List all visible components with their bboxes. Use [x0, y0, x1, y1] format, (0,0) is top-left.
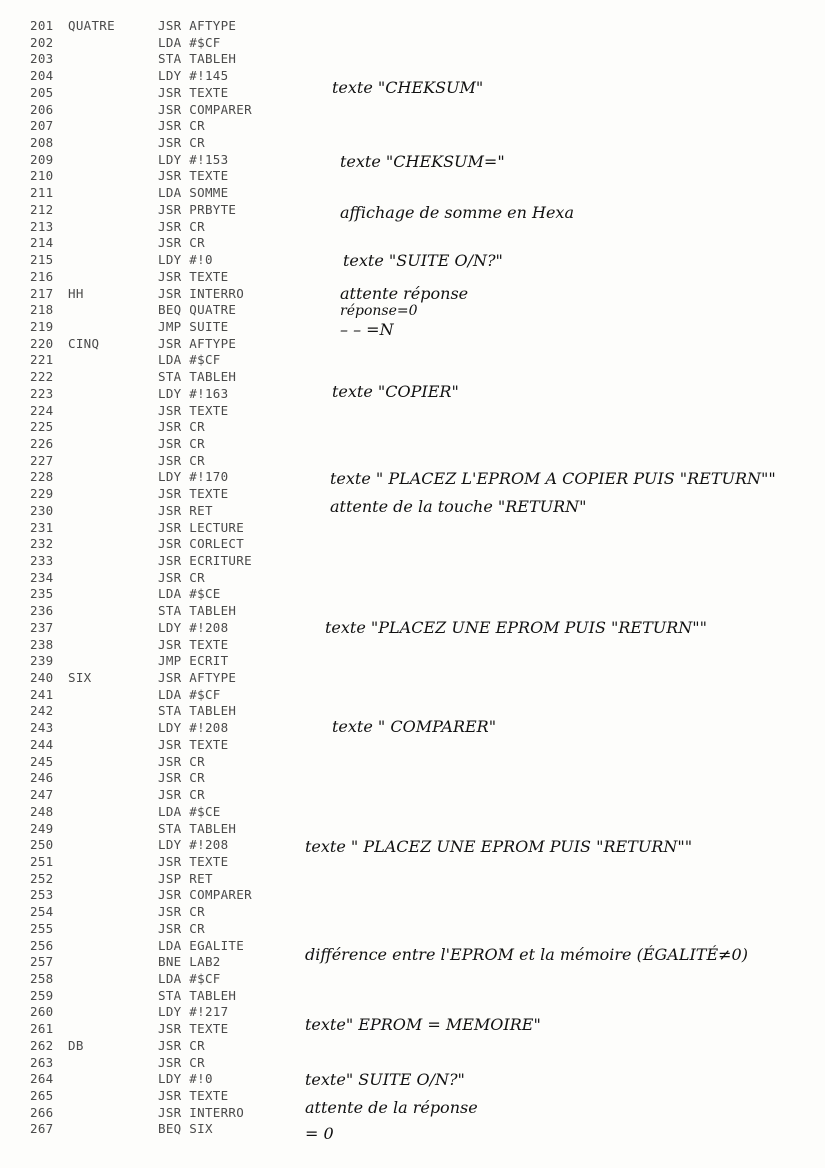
line-number: 245: [30, 753, 54, 769]
line-number: 202: [30, 34, 54, 50]
annotation-place-eprom-2: texte " PLACEZ UNE EPROM PUIS "RETURN"": [305, 837, 693, 856]
line-instruction: JSR CR: [158, 1054, 205, 1070]
line-instruction: LDA #$CF: [158, 970, 221, 986]
line-number: 225: [30, 419, 54, 435]
line-instruction: STA TABLEH: [158, 603, 237, 619]
line-instruction: JSR CR: [158, 904, 205, 920]
line-instruction: LDA SOMME: [158, 185, 229, 201]
line-number: 217: [30, 285, 54, 301]
line-number: 251: [30, 853, 54, 869]
line-instruction: JSR COMPARER: [158, 101, 252, 117]
line-instruction: JSR TEXTE: [158, 402, 229, 418]
line-instruction: LDY #!217: [158, 1004, 229, 1020]
line-number: 236: [30, 603, 54, 619]
line-instruction: LDY #!145: [158, 68, 229, 84]
line-instruction: STA TABLEH: [158, 703, 237, 719]
line-number: 205: [30, 84, 54, 100]
line-number: 233: [30, 553, 54, 568]
line-instruction: JSR TEXTE: [158, 486, 229, 502]
line-instruction: LDY #!153: [158, 151, 229, 167]
line-number: 250: [30, 837, 54, 853]
line-number: 214: [30, 235, 54, 251]
line-instruction: JSR CR: [158, 218, 205, 234]
line-number: 244: [30, 736, 54, 752]
line-instruction: STA TABLEH: [158, 820, 237, 836]
line-number: 211: [30, 185, 54, 201]
line-instruction: JSR TEXTE: [158, 84, 229, 100]
line-instruction: BEQ SIX: [158, 1121, 213, 1137]
line-number: 248: [30, 803, 54, 819]
line-number: 256: [30, 937, 54, 953]
line-instruction: JSR CR: [158, 1037, 205, 1053]
line-instruction: STA TABLEH: [158, 987, 237, 1003]
line-number: 263: [30, 1054, 54, 1070]
line-instruction: JSR PRBYTE: [158, 201, 237, 217]
line-instruction: JSR AFTYPE: [158, 670, 237, 686]
line-number: 238: [30, 636, 54, 652]
line-number: 237: [30, 619, 54, 635]
line-instruction: LDY #!170: [158, 469, 229, 485]
line-number: 239: [30, 653, 54, 669]
line-number: 261: [30, 1021, 54, 1037]
annotation-wait-return: attente de la touche "RETURN": [330, 497, 587, 516]
line-label: QUATRE: [68, 18, 115, 33]
line-instruction: JSR CR: [158, 569, 205, 585]
line-label: CINQ: [68, 335, 100, 351]
line-number: 206: [30, 101, 54, 117]
line-number: 246: [30, 770, 54, 786]
line-instruction: JSR CR: [158, 920, 205, 936]
line-instruction: JSR AFTYPE: [158, 18, 237, 33]
line-number: 241: [30, 686, 54, 702]
line-number: 220: [30, 335, 54, 351]
line-instruction: LDY #!208: [158, 837, 229, 853]
annotation-cheksum: texte "CHEKSUM": [332, 78, 484, 97]
line-instruction: JSR CR: [158, 753, 205, 769]
line-instruction: JSR CR: [158, 419, 205, 435]
line-instruction: LDY #!0: [158, 1071, 213, 1087]
line-number: 203: [30, 51, 54, 67]
line-number: 265: [30, 1088, 54, 1103]
annotation-wait-response-2: attente de la réponse: [305, 1098, 478, 1117]
line-number: 234: [30, 569, 54, 585]
line-instruction: JSR INTERRO: [158, 285, 245, 301]
line-instruction: STA TABLEH: [158, 369, 237, 385]
line-instruction: LDA #$CE: [158, 803, 221, 819]
line-instruction: LDA #$CE: [158, 586, 221, 602]
line-number: 232: [30, 536, 54, 552]
line-instruction: LDA #$CF: [158, 352, 221, 368]
line-number: 204: [30, 68, 54, 84]
line-instruction: JSP RET: [158, 870, 213, 886]
line-instruction: JSR AFTYPE: [158, 335, 237, 351]
line-number: 208: [30, 135, 54, 151]
line-instruction: JSR TEXTE: [158, 168, 229, 184]
line-instruction: JSR CR: [158, 770, 205, 786]
line-instruction: LDA EGALITE: [158, 937, 245, 953]
line-instruction: JSR RET: [158, 502, 213, 518]
line-instruction: BEQ QUATRE: [158, 302, 237, 318]
line-instruction: BNE LAB2: [158, 954, 221, 970]
line-number: 247: [30, 787, 54, 803]
line-label: HH: [68, 285, 84, 301]
line-number: 262: [30, 1037, 54, 1053]
annotation-wait-response: attente réponse: [340, 284, 469, 303]
line-number: 240: [30, 670, 54, 686]
line-number: 228: [30, 469, 54, 485]
line-instruction: LDY #!163: [158, 385, 229, 401]
line-number: 249: [30, 820, 54, 836]
line-instruction: JSR TEXTE: [158, 1088, 229, 1103]
line-number: 218: [30, 302, 54, 318]
line-number: 257: [30, 954, 54, 970]
line-number: 216: [30, 268, 54, 284]
line-number: 243: [30, 720, 54, 736]
annotation-cheksum-equal: texte "CHEKSUM=": [340, 152, 505, 171]
annotation-difference: différence entre l'EPROM et la mémoire (ÉGALITÉ≠0): [305, 945, 748, 964]
line-instruction: JSR CR: [158, 787, 205, 803]
line-instruction: JSR CR: [158, 118, 205, 134]
line-instruction: JSR CR: [158, 435, 205, 451]
line-number: 222: [30, 369, 54, 385]
line-number: 258: [30, 970, 54, 986]
line-number: 230: [30, 502, 54, 518]
line-number: 231: [30, 519, 54, 535]
line-instruction: STA TABLEH: [158, 51, 237, 67]
line-label: SIX: [68, 670, 92, 686]
line-number: 209: [30, 151, 54, 167]
line-number: 207: [30, 118, 54, 134]
line-instruction: JMP ECRIT: [158, 653, 229, 669]
line-instruction: LDY #!208: [158, 619, 229, 635]
line-instruction: JSR TEXTE: [158, 268, 229, 284]
line-number: 219: [30, 318, 54, 334]
line-number: 255: [30, 920, 54, 936]
line-number: 210: [30, 168, 54, 184]
annotation-comparer: texte " COMPARER": [332, 717, 497, 736]
line-number: 260: [30, 1004, 54, 1020]
line-number: 221: [30, 352, 54, 368]
annotation-suite-on-2: texte" SUITE O/N?": [305, 1070, 465, 1089]
line-number: 201: [30, 18, 54, 33]
line-number: 223: [30, 385, 54, 401]
annotation-eprom-memoire: texte" EPROM = MEMOIRE": [305, 1015, 541, 1034]
line-instruction: JSR COMPARER: [158, 887, 252, 903]
line-number: 226: [30, 435, 54, 451]
line-instruction: JSR INTERRO: [158, 1104, 245, 1120]
line-instruction: JSR TEXTE: [158, 636, 229, 652]
line-number: 229: [30, 486, 54, 502]
line-label: DB: [68, 1037, 84, 1053]
line-instruction: JSR CORLECT: [158, 536, 245, 552]
annotation-display-sum: affichage de somme en Hexa: [340, 203, 574, 222]
line-number: 224: [30, 402, 54, 418]
annotation-response-n: – – =N: [340, 320, 394, 339]
annotation-place-eprom-copy: texte " PLACEZ L'EPROM A COPIER PUIS "RETURN"": [330, 469, 776, 488]
line-instruction: LDA #$CF: [158, 686, 221, 702]
annotation-place-eprom: texte "PLACEZ UNE EPROM PUIS "RETURN"": [325, 618, 708, 637]
line-instruction: JSR LECTURE: [158, 519, 245, 535]
line-instruction: JMP SUITE: [158, 318, 229, 334]
line-instruction: LDA #$CF: [158, 34, 221, 50]
line-number: 266: [30, 1104, 54, 1120]
line-number: 252: [30, 870, 54, 886]
line-number: 212: [30, 201, 54, 217]
line-instruction: JSR CR: [158, 135, 205, 151]
line-instruction: JSR TEXTE: [158, 1021, 229, 1037]
line-number: 235: [30, 586, 54, 602]
line-instruction: LDY #!0: [158, 252, 213, 268]
annotation-equals-zero: = 0: [305, 1124, 334, 1143]
line-instruction: JSR CR: [158, 235, 205, 251]
line-number: 253: [30, 887, 54, 903]
line-number: 242: [30, 703, 54, 719]
line-instruction: JSR ECRITURE: [158, 553, 252, 568]
annotation-response-zero: réponse=0: [340, 303, 418, 319]
annotation-suite-on: texte "SUITE O/N?": [343, 251, 503, 270]
line-instruction: JSR TEXTE: [158, 853, 229, 869]
line-number: 264: [30, 1071, 54, 1087]
line-instruction: JSR TEXTE: [158, 736, 229, 752]
line-number: 213: [30, 218, 54, 234]
annotation-copier: texte "COPIER": [332, 382, 459, 401]
line-number: 254: [30, 904, 54, 920]
line-number: 259: [30, 987, 54, 1003]
line-number: 227: [30, 452, 54, 468]
line-number: 215: [30, 252, 54, 268]
line-instruction: JSR CR: [158, 452, 205, 468]
line-instruction: LDY #!208: [158, 720, 229, 736]
line-number: 267: [30, 1121, 54, 1137]
